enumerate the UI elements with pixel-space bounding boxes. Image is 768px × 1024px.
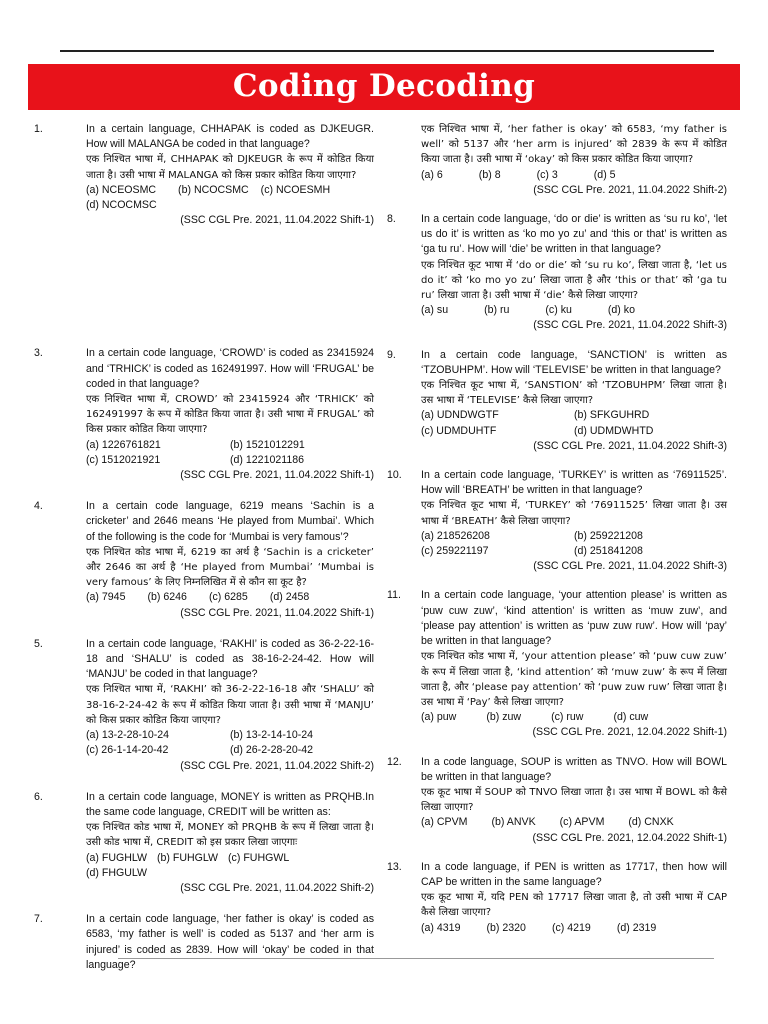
option: (a) 218526208: [421, 529, 490, 542]
source-citation: (SSC CGL Pre. 2021, 11.04.2022 Shift-2): [533, 183, 727, 196]
question-11: [387, 588, 727, 740]
source-citation: (SSC CGL Pre. 2021, 11.04.2022 Shift-3): [533, 560, 727, 573]
question-text-hi: एक निश्चित भाषा में, ‘RAKHI’ को 36-2-22-16-18 और ‘SHALU’ को 38-16-2-24-42 के रूप में कोडित किया जाता है। उसी भाषा में ‘MANJU’ को किस प्रकार कोडित किया जाएगा?: [86, 684, 374, 726]
option: (b) SFKGUHRD: [574, 409, 650, 422]
option: (d) UDMDWHTD: [574, 424, 654, 437]
question-3: [34, 346, 374, 483]
left-column: [34, 122, 374, 973]
source-citation: (SSC CGL Pre. 2021, 11.04.2022 Shift-1): [180, 214, 374, 227]
question-text-en: In a certain language, CHHAPAK is coded as DJKEUGR. How will MALANGA be coded in that language?: [86, 123, 374, 151]
option: (a) 7945: [86, 591, 126, 604]
question-number: 7.: [34, 913, 43, 926]
source-citation: (SSC CGL Pre. 2021, 12.04.2022 Shift-1): [532, 726, 727, 739]
option: (c) UDMDUHTF: [421, 424, 497, 437]
option: (a) su: [421, 304, 449, 317]
title-banner: [28, 64, 740, 110]
question-12: [387, 755, 727, 846]
option: (a) FUGHLW: [86, 851, 148, 864]
options: [421, 168, 727, 183]
option: (b) ANVK: [491, 816, 536, 829]
option: (d) NCOCMSC: [86, 199, 157, 212]
question-text-hi: एक निश्चित कूट भाषा में ‘do or die’ को ‘su ru ko’, लिखा जाता है, ‘let us do it’ को ‘ko mo yo zu’ लिखा जाता है और ‘this or that’ को ‘ga tu ru’ लिखा जाता है। उसी भाषा में ‘die’ कैसे लिखा जाएगा?: [421, 259, 727, 302]
option: (b) 8: [478, 168, 501, 181]
bottom-rule: [118, 958, 714, 959]
question-text-hi: एक निश्चित कोड भाषा में, ‘your attention please’ को ‘puw cuw zuw’ के रूप में लिखा जाता है, ‘kind attention’ को ‘muw zuw’ के रूप में लिखा जाता है, और ‘please pay attention’ को ‘puw zuw ruw’ लिखा जाता है। उस भाषा में ‘Pay’ कैसे लिखा जाएगा?: [421, 651, 727, 708]
option: (c) 26-1-14-20-42: [86, 744, 169, 757]
question-number: 1.: [34, 123, 43, 135]
question-number: 11.: [387, 589, 401, 602]
question-8: [387, 212, 727, 334]
question-9: [387, 348, 727, 454]
options: [421, 921, 727, 936]
option: (a) NCEOSMC: [86, 183, 157, 196]
option: (d) 1221021186: [230, 453, 305, 466]
question-text-hi: एक निश्चित कोड भाषा में, 6219 का अर्थ है ‘Sachin is a cricketer’ और 2646 का अर्थ है ‘He played from Mumbai’ ‘Mumbai is very famous’ के लिए निम्नलिखित में से कौन सा कूट है?: [86, 546, 374, 589]
option: (b) 259221208: [574, 529, 643, 542]
options: [86, 851, 374, 881]
question-number: 4.: [34, 500, 43, 513]
question-text-en: In a certain code language, ‘TURKEY’ is written as ‘76911525’. How will ‘BREATH’ be written in that language?: [421, 469, 727, 497]
question-number: 10.: [387, 469, 402, 482]
option: (d) 2319: [616, 921, 657, 934]
option: (a) 4319: [421, 921, 461, 934]
question-7: [34, 912, 374, 973]
source-citation: (SSC CGL Pre. 2021, 11.04.2022 Shift-1): [180, 469, 374, 482]
source-citation: (SSC CGL Pre. 2021, 11.04.2022 Shift-2): [180, 759, 374, 772]
question-number: 13.: [387, 860, 402, 873]
option: (b) FUHGLW: [157, 851, 219, 864]
options: [421, 303, 727, 318]
question-text-en: In a certain code language, MONEY is written as PRQHB.In the same code language, CREDIT will be written as:: [86, 790, 374, 818]
question-text-hi: एक निश्चित भाषा में, CROWD’ को 23415924 और ‘TRHICK’ को 162491997 के रूप में कोडित किया जाता है। उसी भाषा में FRUGAL’ को किस प्रकार कोडित किया जाएगा?: [86, 394, 374, 436]
question-7-continued: [387, 122, 727, 198]
source-citation: (SSC CGL Pre. 2021, 11.04.2022 Shift-2): [180, 881, 374, 894]
question-13: [387, 860, 727, 936]
question-text-hi: एक निश्चित कूट भाषा में, ‘TURKEY’ को ‘76911525’ लिखा जाता है। उस भाषा में ‘BREATH’ कैसे लिखा जाएगा?: [421, 500, 727, 527]
option: (d) 5: [593, 168, 616, 181]
question-number: 3.: [34, 347, 43, 360]
option: (b) zuw: [486, 711, 522, 724]
question-text-hi: एक कूट भाषा में, यदि PEN को 17717 लिखा जाता है, तो उसी भाषा में CAP कैसे लिखा जाएगा?: [421, 892, 727, 919]
option: (c) FUHGWL: [228, 851, 290, 864]
question-number: 6.: [34, 790, 43, 803]
option: (d) cuw: [613, 711, 649, 724]
question-text-hi: एक कूट भाषा में SOUP को TNVO लिखा जाता है। उस भाषा में BOWL को कैसे लिखा जाएगा?: [421, 786, 727, 814]
question-text-en: In a certain code language, ‘your attention please’ is written as ‘puw cuw zuw’, ‘kind attention’ is written as ‘muw zuw’, and ‘please pay attention’ is written as ‘puw zuw ruw’. How will ‘pay’ be written in that language?: [421, 589, 727, 648]
question-text-en: In a certain code language, ‘do or die’ is written as ‘su ru ko’, ‘let us do it’ is written as ‘ko mo yo zu’ and ‘this or that’ is written as ‘ga tu ru’. How will ‘die’ be written in that language?: [421, 213, 727, 256]
question-text-en: In a certain code language, ‘CROWD’ is coded as 23415924 and ‘TRHICK’ is coded as 162491997. How will ‘FRUGAL’ be coded in that language?: [86, 347, 374, 390]
option: (c) 6285: [208, 591, 248, 604]
option: (d) 251841208: [574, 545, 643, 558]
option: (c) 259221197: [421, 545, 489, 558]
question-text-en: In a certain code language, ‘her father is okay’ is coded as 6583, ‘my father is well’ is coded as 5137 and ‘her arm is injured’ is coded as 2839. How will ‘okay’ be coded in that language?: [86, 913, 374, 971]
option: (b) NCOCSMC: [178, 183, 249, 196]
source-citation: (SSC CGL Pre. 2021, 11.04.2022 Shift-3): [533, 319, 727, 332]
option: (a) CPVM: [421, 816, 468, 829]
options: [421, 710, 727, 725]
question-4: [34, 499, 374, 621]
option: (b) 1521012291: [230, 438, 305, 451]
page-title: Coding Decoding: [232, 68, 536, 104]
options: [421, 815, 727, 830]
source-citation: (SSC CGL Pre. 2021, 12.04.2022 Shift-1): [532, 831, 727, 844]
question-10: [387, 468, 727, 574]
option: (c) 1512021921: [86, 453, 161, 466]
option: (a) 13-2-28-10-24: [86, 729, 170, 742]
option: (a) 1226761821: [86, 438, 161, 451]
option: (c) ruw: [551, 711, 584, 724]
option: (b) 6246: [147, 591, 187, 604]
source-citation: (SSC CGL Pre. 2021, 11.04.2022 Shift-1): [180, 606, 374, 619]
question-text-hi: एक निश्चित कूट भाषा में, ‘SANSTION’ को ‘TZOBUHPM’ लिखा जाता है। उस भाषा में ‘TELEVISE’ कैसे लिखा जाएगा?: [421, 380, 727, 407]
options: [86, 183, 374, 213]
question-text-en: In a certain code language, ‘SANCTION’ is written as ‘TZOBUHPM’. How will ‘TELEVISE’ be written in that language?: [421, 348, 727, 376]
question-text-hi: एक निश्चित कोड भाषा में, MONEY को PRQHB के रूप में लिखा जाता है। उसी कोड भाषा में, CREDIT को इस प्रकार लिखा जाएगाः: [86, 822, 374, 849]
question-number: 9.: [387, 348, 396, 361]
question-text-hi: एक निश्चित भाषा में, CHHAPAK को DJKEUGR के रूप में कोडित किया जाता है। उसी भाषा में MALANGA को किस प्रकार कोडित किया जाएगा?: [86, 154, 374, 181]
options: [86, 438, 374, 468]
option: (c) 4219: [551, 921, 591, 934]
option: (d) 2458: [269, 591, 310, 604]
question-text-en: In a certain code language, 6219 means ‘Sachin is a cricketer’ and 2646 means ‘He played from Mumbai’. Which of the following is the code for ‘Mumbai is very famous’?: [86, 500, 374, 543]
option: (c) ku: [545, 304, 572, 317]
question-text-hi: एक निश्चित भाषा में, ‘her father is okay’ को 6583, ‘my father is well’ को 5137 और ‘her arm is injured’ को 2839 के रूप में कोडित किया जाता है। उसी भाषा में ‘okay’ को किस प्रकार कोडित किया जाएगा?: [421, 124, 727, 166]
question-text-en: In a code language, if PEN is written as 17717, then how will CAP be written in the same language?: [421, 860, 727, 888]
options: [421, 529, 727, 559]
question-1: [34, 122, 374, 228]
option: (a) puw: [421, 711, 457, 724]
option: (d) 26-2-28-20-42: [230, 744, 314, 757]
options: [421, 408, 727, 438]
option: (a) UDNDWGTF: [421, 409, 499, 422]
option: (b) 2320: [486, 921, 526, 934]
question-number: 12.: [387, 755, 402, 768]
option: (d) ko: [607, 304, 635, 317]
option: (b) ru: [484, 304, 510, 317]
question-text-en: In a code language, SOUP is written as TNVO. How will BOWL be written in that language?: [421, 755, 727, 783]
option: (b) 13-2-14-10-24: [230, 729, 314, 742]
options: [86, 728, 374, 758]
option: (d) CNXK: [628, 816, 674, 829]
question-5: [34, 637, 374, 774]
option: (c) APVM: [559, 816, 605, 829]
question-number: 5.: [34, 637, 43, 650]
question-text-en: In a certain code language, ‘RAKHI’ is coded as 36-2-22-16-18 and ‘SHALU’ is coded as 38-16-2-24-42. How will ‘MANJU’ be coded in that language?: [86, 637, 374, 681]
source-citation: (SSC CGL Pre. 2021, 11.04.2022 Shift-3): [533, 439, 727, 452]
option: (c) NCOESMH: [260, 183, 331, 196]
option: (d) FHGULW: [86, 866, 148, 879]
option: (c) 3: [536, 168, 558, 181]
question-number: 8.: [387, 213, 396, 226]
top-rule: [60, 50, 714, 52]
option: (a) 6: [421, 168, 443, 181]
options: [86, 590, 374, 605]
question-6: [34, 790, 374, 896]
right-column: [387, 122, 727, 936]
